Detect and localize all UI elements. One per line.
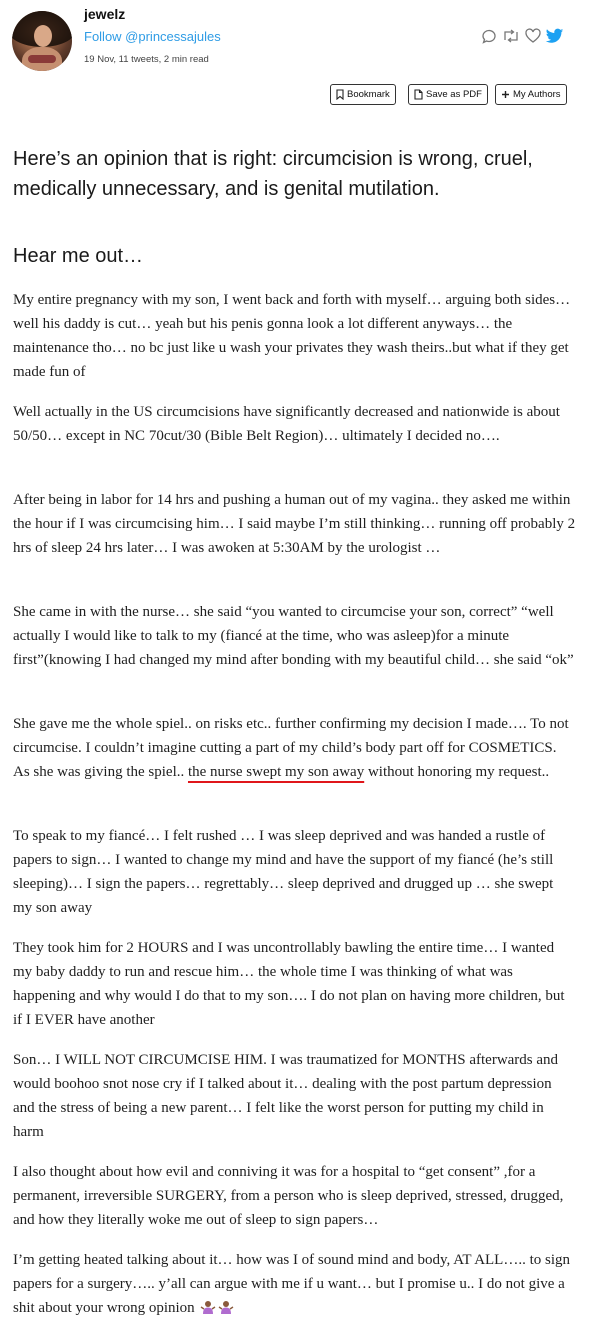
my-authors-label: My Authors: [513, 89, 561, 100]
bookmark-label: Bookmark: [347, 89, 390, 100]
thread-paragraph: Son… I WILL NOT CIRCUMCISE HIM. I was traumatized for MONTHS afterwards and would boohoo snot nose cry if I talked about it… dealing with the post partum depression and the stress of being a new parent… I felt like the worst person for putting my child in harm: [13, 1052, 559, 1140]
thread-paragraph: [13, 1248, 576, 1323]
save-pdf-label: Save as PDF: [426, 89, 482, 100]
my-authors-button[interactable]: [495, 84, 567, 105]
bookmark-button[interactable]: [330, 84, 396, 105]
thread-headline: Here’s an opinion that is right: circumcision is wrong, cruel, medically unnecessary, and is genital mutilation.: [13, 148, 533, 200]
author-name[interactable]: jewelz: [84, 6, 126, 22]
follow-link[interactable]: Follow @princessajules: [84, 29, 221, 44]
thread-paragraph: After being in labor for 14 hrs and pushing a human out of my vagina.. they asked me within the hour if I was circumcising him… I said maybe I’m still thinking… running off probably 2 hrs of sleep 24 hrs later… I was awoken at 5:30AM by the urologist …: [13, 492, 576, 556]
thread-meta: 19 Nov, 11 tweets, 2 min read: [84, 54, 209, 65]
thread-paragraph: She came in with the nurse… she said “you wanted to circumcise your son, correct” “well actually I would like to talk to my (fiancé at the time, who was asleep)for a minute first”(knowing I had changed my mind after bonding with my beautiful child… she said “ok”: [13, 604, 574, 668]
twitter-bird-icon[interactable]: [545, 28, 564, 45]
retweet-icon[interactable]: [501, 27, 521, 45]
paragraph-text: I’m getting heated talking about it… how was I of sound mind and body, AT ALL….. to sign papers for a surgery….. y’all can argue with me if u want… but I promise u.. I do not give a shit about your wrong opinion: [13, 1252, 571, 1316]
woman-shrugging-emoji: [200, 1299, 216, 1323]
pdf-file-icon: [414, 89, 423, 100]
bookmark-icon: [336, 89, 344, 100]
avatar[interactable]: [12, 11, 72, 71]
like-icon[interactable]: [524, 27, 542, 45]
tweet-actions: [480, 27, 564, 45]
thread-paragraph: My entire pregnancy with my son, I went back and forth with myself… arguing both sides… well his daddy is cut… yeah but his penis gonna look a lot different anyways… the maintenance tho… no bc just like u wash your privates they wash theirs..but what if they get made fun of: [13, 292, 571, 380]
underlined-highlight: the nurse swept my son away: [187, 764, 365, 780]
save-pdf-button[interactable]: [408, 84, 488, 105]
thread-paragraph: [13, 712, 576, 784]
woman-shrugging-emoji: [218, 1299, 234, 1323]
thread-paragraph: Well actually in the US circumcisions have significantly decreased and nationwide is about 50/50… except in NC 70cut/30 (Bible Belt Region)… ultimately I decided no….: [13, 404, 560, 444]
paragraph-text: without honoring my request..: [364, 764, 550, 780]
plus-icon: [501, 90, 510, 99]
reply-icon[interactable]: [480, 27, 498, 45]
thread-paragraph: To speak to my fiancé… I felt rushed … I was sleep deprived and was handed a rustle of papers to sign… I wanted to change my mind and have the support of my fiancé (he’s still sleeping)… I sign the papers… regrettably… sleep deprived and drugged up … she swept my son away: [13, 828, 554, 916]
paragraph-text: She gave me the whole spiel.. on risks etc.. further confirming my decision I made…. To not circumcise. I couldn’t imagine cutting a part of my child’s body part off for COSMETICS. As she was giving the spiel..: [13, 716, 569, 780]
thread-paragraph: They took him for 2 HOURS and I was uncontrollably bawling the entire time… I wanted my baby daddy to run and rescue him… the whole time I was thinking of what was happening and why would I do that to my son…. I do not plan on having more children, but if I EVER have another: [13, 940, 565, 1028]
thread-paragraph: I also thought about how evil and conniving it was for a hospital to “get consent” ,for a permanent, irreversible SURGERY, from a person who is sleep deprived, stressed, drugged, and how they literally woke me out of sleep to sign papers…: [13, 1164, 564, 1228]
thread-subhead: Hear me out…: [13, 245, 144, 267]
